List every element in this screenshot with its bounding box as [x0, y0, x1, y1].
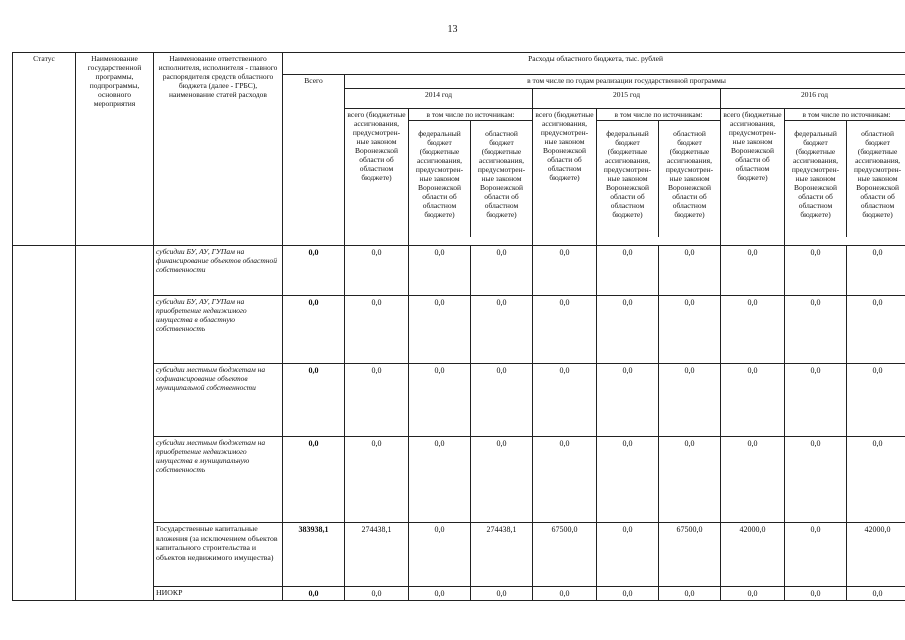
value-cell: 0,0	[785, 246, 847, 296]
row-label: субсидии местным бюджетам на приобретение недвижимого имущества в муниципальную собственность	[154, 437, 283, 523]
header-2014-federal: федеральный бюджет (бюджетные ассигнования, предусмотрен-ные законом Воронежской области об областном бюджете)	[409, 121, 471, 237]
header-total: Всего	[283, 75, 345, 246]
value-cell: 0,0	[471, 296, 533, 364]
status-cell	[13, 246, 76, 601]
header-2014-regional: областной бюджет (бюджетные ассигнования, предусмотрен-ные законом Воронежской области об областном бюджете)	[477, 129, 526, 219]
value-cell: 0,0	[847, 296, 905, 364]
row-total: 0,0	[283, 246, 345, 296]
header-year-2016: 2016 год	[721, 89, 905, 109]
value-cell: 0,0	[597, 364, 659, 437]
header-by-years: в том числе по годам реализации государственной программы	[345, 75, 905, 89]
value-cell: 0,0	[409, 296, 471, 364]
value-cell: 0,0	[847, 587, 905, 601]
value-cell: 0,0	[597, 587, 659, 601]
value-cell: 0,0	[345, 437, 409, 523]
header-2014-by-sources: в том числе по источникам:	[409, 109, 532, 121]
value-cell: 0,0	[659, 246, 721, 296]
row-total: 0,0	[283, 296, 345, 364]
row-label: Государственные капитальные вложения (за исключением объектов капитального строительства и объектов недвижимого имущества)	[154, 523, 283, 587]
header-2015-federal: федеральный бюджет (бюджетные ассигнования, предусмотрен-ные законом Воронежской области об областном бюджете)	[597, 121, 659, 237]
header-2016-by-sources: в том числе по источникам:	[785, 109, 905, 121]
value-cell: 0,0	[721, 246, 785, 296]
value-cell: 0,0	[785, 523, 847, 587]
value-cell: 0,0	[471, 246, 533, 296]
value-cell: 274438,1	[345, 523, 409, 587]
row-label: НИОКР	[154, 587, 283, 601]
value-cell: 0,0	[847, 364, 905, 437]
value-cell: 67500,0	[533, 523, 597, 587]
value-cell: 0,0	[721, 296, 785, 364]
value-cell: 0,0	[785, 364, 847, 437]
value-cell: 67500,0	[659, 523, 721, 587]
value-cell: 0,0	[533, 296, 597, 364]
value-cell: 42000,0	[721, 523, 785, 587]
value-cell: 42000,0	[847, 523, 905, 587]
value-cell: 0,0	[597, 246, 659, 296]
header-2016-total: всего (бюджетные ассигнования, предусмотрен-ные законом Воронежской области об областном бюджете)	[721, 109, 785, 246]
header-2015-total: всего (бюджетные ассигнования, предусмотрен-ные законом Воронежской области об областном бюджете)	[533, 109, 597, 246]
value-cell: 0,0	[533, 587, 597, 601]
value-cell: 0,0	[345, 246, 409, 296]
value-cell: 0,0	[659, 437, 721, 523]
row-total: 0,0	[283, 587, 345, 601]
value-cell: 0,0	[533, 246, 597, 296]
table-row	[13, 246, 905, 296]
row-total: 0,0	[283, 364, 345, 437]
value-cell: 0,0	[597, 523, 659, 587]
header-2015-regional: областной бюджет (бюджетные ассигнования, предусмотрен-ные законом Воронежской области об областном бюджете)	[665, 129, 714, 219]
header-2015-sources	[597, 109, 721, 246]
header-year-2015: 2015 год	[533, 89, 721, 109]
row-total: 383938,1	[283, 523, 345, 587]
header-program-name: Наименование государственной программы, подпрограммы, основного мероприятия	[76, 53, 154, 246]
header-expenses: Расходы областного бюджета, тыс. рублей	[283, 53, 905, 75]
value-cell: 0,0	[785, 437, 847, 523]
value-cell: 0,0	[847, 246, 905, 296]
header-row-1	[13, 53, 905, 75]
value-cell: 0,0	[721, 587, 785, 601]
value-cell: 0,0	[409, 587, 471, 601]
header-2016-regional: областной бюджет (бюджетные ассигнования, предусмотрен-ные законом Воронежской области об областном бюджете)	[853, 129, 902, 219]
value-cell: 0,0	[409, 437, 471, 523]
header-status: Статус	[13, 53, 76, 246]
header-2015-by-sources: в том числе по источникам:	[597, 109, 720, 121]
value-cell: 0,0	[345, 587, 409, 601]
value-cell: 0,0	[785, 587, 847, 601]
value-cell: 0,0	[409, 364, 471, 437]
value-cell: 0,0	[659, 587, 721, 601]
value-cell: 0,0	[533, 364, 597, 437]
value-cell: 0,0	[721, 364, 785, 437]
value-cell: 0,0	[597, 437, 659, 523]
value-cell: 0,0	[471, 364, 533, 437]
header-year-2014: 2014 год	[345, 89, 533, 109]
value-cell: 0,0	[345, 364, 409, 437]
value-cell: 0,0	[847, 437, 905, 523]
header-executor: Наименование ответственного исполнителя, исполнителя - главного распорядителя средств областного бюджета (далее - ГРБС), наименование статей расходов	[154, 53, 283, 246]
value-cell: 0,0	[471, 437, 533, 523]
row-label: субсидии БУ, АУ, ГУПам на приобретение недвижимого имущества в областную собственность	[154, 296, 283, 364]
value-cell: 0,0	[533, 437, 597, 523]
value-cell: 274438,1	[471, 523, 533, 587]
value-cell: 0,0	[345, 296, 409, 364]
row-total: 0,0	[283, 437, 345, 523]
row-label: субсидии местным бюджетам на софинансирование объектов муниципальной собственности	[154, 364, 283, 437]
header-2014-sources	[409, 109, 533, 246]
value-cell: 0,0	[471, 587, 533, 601]
header-2014-total: всего (бюджетные ассигнования, предусмотрен-ные законом Воронежской области об областном бюджете)	[345, 109, 409, 246]
value-cell: 0,0	[721, 437, 785, 523]
value-cell: 0,0	[597, 296, 659, 364]
value-cell: 0,0	[785, 296, 847, 364]
header-2016-federal: федеральный бюджет (бюджетные ассигнования, предусмотрен-ные законом Воронежской области об областном бюджете)	[785, 121, 847, 237]
row-label: субсидии БУ, АУ, ГУПам на финансирование объектов областной собственности	[154, 246, 283, 296]
program-name-cell	[76, 246, 154, 601]
value-cell: 0,0	[409, 523, 471, 587]
header-2016-sources	[785, 109, 905, 246]
budget-table	[12, 52, 905, 601]
value-cell: 0,0	[659, 364, 721, 437]
page-number: 13	[447, 24, 458, 35]
value-cell: 0,0	[659, 296, 721, 364]
value-cell: 0,0	[409, 246, 471, 296]
